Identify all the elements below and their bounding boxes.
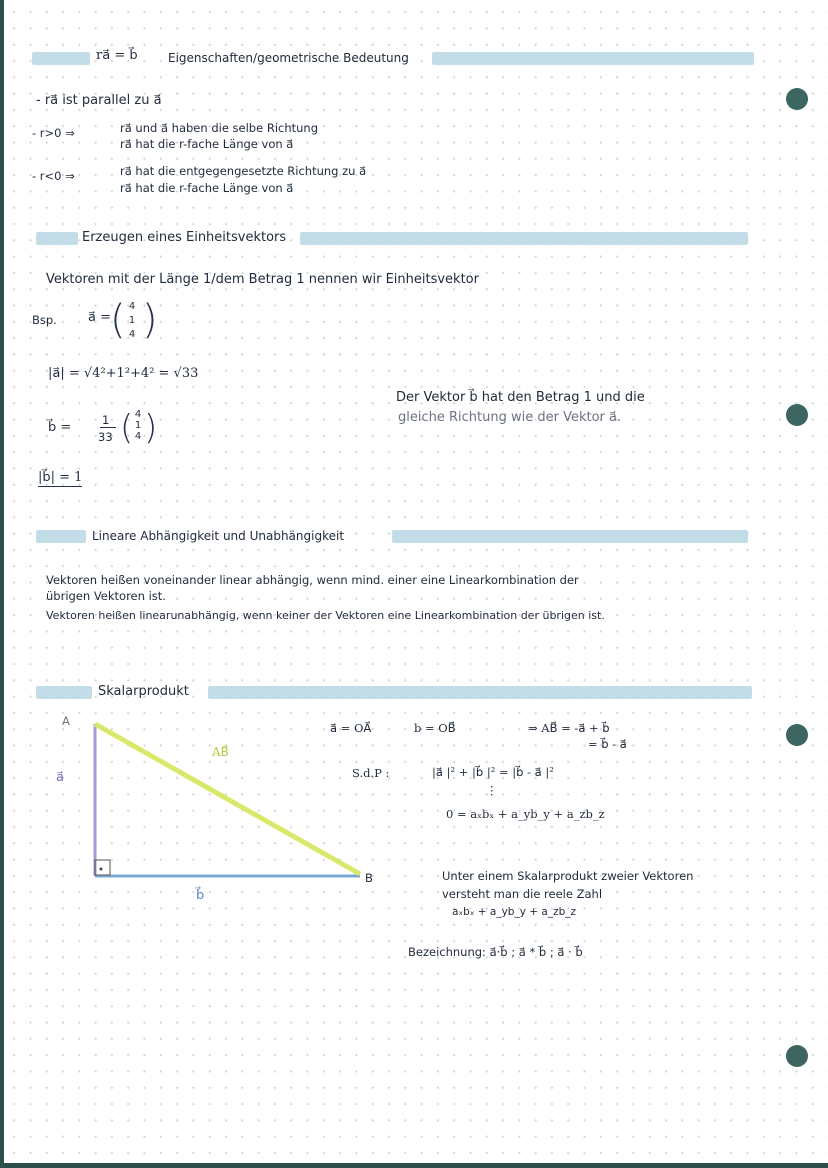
ab-formula-alt: = b⃗ - a⃗ xyxy=(588,737,627,751)
ellipsis: ⋮ xyxy=(486,783,498,797)
section3-line2: übrigen Vektoren ist. xyxy=(46,589,166,603)
section1-case2-a: ra⃗ hat die entgegengesetzte Richtung zu a⃗ xyxy=(120,164,367,178)
def-oa: a⃗ = OA⃗ xyxy=(330,721,372,735)
notation-line: Bezeichnung: a⃗·b⃗ ; a⃗ * b⃗ ; a⃗ · b⃗ xyxy=(408,945,583,959)
vec-a-y: 1 xyxy=(128,315,136,326)
right-angle-marker xyxy=(95,860,110,875)
norm-a-formula: |a⃗| = √4²+1²+4² = √33 xyxy=(48,366,199,381)
pythagoras-formula: |a⃗ |² + |b⃗ |² = |b⃗ - a⃗ |² xyxy=(432,765,554,779)
paren-right: ) xyxy=(142,297,158,343)
vec-b-z: 4 xyxy=(134,431,142,442)
note-line1: Der Vektor b⃗ hat den Betrag 1 und die xyxy=(396,390,645,405)
ab-formula: ⇒ AB⃗ = -a⃗ + b⃗ xyxy=(528,721,610,735)
example-vector-name: a⃗ = xyxy=(88,310,111,325)
section1-case2-b: ra⃗ hat die r-fache Länge von a⃗ xyxy=(120,181,294,195)
point-b-label: B xyxy=(365,871,373,885)
section2-heading: Erzeugen eines Einheitsvektors xyxy=(82,230,287,245)
section3-heading: Lineare Abhängigkeit und Unabhängigkeit xyxy=(92,529,345,543)
definition-line1: Unter einem Skalarprodukt zweier Vektoren xyxy=(442,869,694,883)
vec-a-z: 4 xyxy=(128,329,136,340)
section1-case1-cond: - r>0 ⇒ xyxy=(32,126,75,140)
section1-case1-a: ra⃗ und a⃗ haben die selbe Richtung xyxy=(120,121,319,135)
norm-b-result: |b⃗| = 1 xyxy=(38,470,83,485)
section1-case2-cond: - r<0 ⇒ xyxy=(32,169,75,183)
section3-line3: Vektoren heißen linearunabhängig, wenn keiner der Vektoren eine Linearkombination der übrigen ist. xyxy=(46,609,605,622)
section1-formula: ra⃗ = b⃗ xyxy=(96,48,138,63)
definition-line2: versteht man die reele Zahl xyxy=(442,887,603,901)
component-result: 0 = aₓbₓ + a_yb_y + a_zb_z xyxy=(446,807,605,821)
section1-heading: Eigenschaften/geometrische Bedeutung xyxy=(168,51,409,65)
def-ob: b = OB⃗ xyxy=(414,721,456,735)
section2-intro: Vektoren mit der Länge 1/dem Betrag 1 nennen wir Einheitsvektor xyxy=(46,272,479,287)
vector-ab-label: AB⃗ xyxy=(212,745,229,759)
vec-b-fraction-den: 33 xyxy=(98,430,113,444)
vec-b-y: 1 xyxy=(134,420,142,431)
right-angle-dot xyxy=(100,868,103,871)
section1-case1-b: ra⃗ hat die r-fache Länge von a⃗ xyxy=(120,137,294,151)
section4-heading: Skalarprodukt xyxy=(98,684,189,699)
pythagoras-label: S.d.P : xyxy=(352,766,390,780)
vec-b-fraction-num: 1 xyxy=(102,413,110,427)
section3-line1: Vektoren heißen voneinander linear abhängig, wenn mind. einer eine Linearkombination der xyxy=(46,573,579,587)
vec-b-x: 4 xyxy=(134,409,142,420)
vector-b-label: b⃗ xyxy=(196,888,205,903)
vector-a-label: a⃗ xyxy=(56,770,64,785)
vec-a-x: 4 xyxy=(128,301,136,312)
section1-line1: - ra⃗ ist parallel zu a⃗ xyxy=(36,93,162,108)
note-line2: gleiche Richtung wie der Vektor a⃗. xyxy=(398,410,622,425)
point-a-label: A xyxy=(62,714,70,728)
paren-left: ( xyxy=(110,297,126,343)
example-label: Bsp. xyxy=(32,313,57,327)
paren-right: ) xyxy=(144,408,158,448)
vec-b-name: b⃗ = xyxy=(48,420,72,435)
definition-formula: aₓbₓ + a_yb_y + a_zb_z xyxy=(452,906,577,918)
paren-left: ( xyxy=(120,408,134,448)
